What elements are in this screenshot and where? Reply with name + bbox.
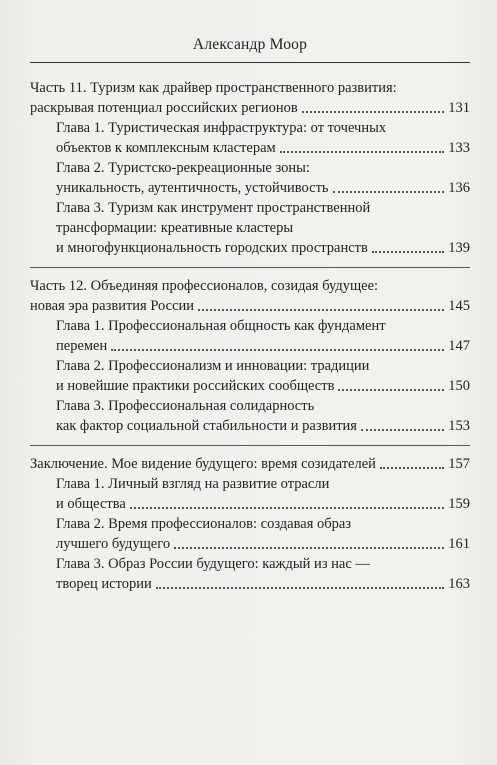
page-number: 163	[448, 576, 470, 592]
dot-leader	[338, 389, 444, 391]
chapter-line	[30, 554, 470, 574]
chapter-line-text: творец истории	[56, 576, 152, 592]
section-divider	[30, 445, 470, 446]
chapter-line	[30, 138, 470, 158]
chapter-line-text: Глава 3. Образ России будущего: каждый из нас —	[56, 556, 370, 572]
part-title-line-text: Часть 11. Туризм как драйвер пространственного развития:	[30, 80, 397, 96]
chapter-line-text: Глава 3. Профессиональная солидарность	[56, 398, 315, 414]
dot-leader	[372, 251, 444, 253]
part-title-line	[30, 276, 470, 296]
dot-leader	[380, 467, 444, 469]
chapter-line	[30, 218, 470, 238]
dot-leader	[198, 309, 444, 311]
page-number: 133	[448, 140, 470, 156]
dot-leader	[280, 151, 444, 153]
chapter-line-text: и новейшие практики российских сообществ	[56, 378, 335, 394]
chapter-line	[30, 238, 470, 258]
chapter-line	[30, 336, 470, 356]
page-number: 157	[448, 456, 470, 472]
chapter-line	[30, 158, 470, 178]
chapter-line-text: Глава 1. Туристическая инфраструктура: от точечных	[56, 120, 387, 136]
dot-leader	[361, 429, 444, 431]
page-header-author: Александр Моор	[192, 36, 308, 53]
toc-section	[30, 445, 470, 594]
part-title-line-text: новая эра развития России	[30, 298, 195, 314]
chapter-line-text: Глава 1. Личный взгляд на развитие отрасли	[56, 476, 330, 492]
chapter-line	[30, 416, 470, 436]
chapter-line-text: уникальность, аутентичность, устойчивость	[56, 180, 329, 196]
part-title-line	[30, 454, 470, 474]
page-number: 161	[448, 536, 470, 552]
chapter-line-text: Глава 3. Туризм как инструмент пространственной	[56, 200, 371, 216]
section-divider	[30, 267, 470, 268]
part-title-line	[30, 78, 470, 98]
page-number: 131	[448, 100, 470, 116]
chapter-line-text: трансформации: креативные кластеры	[56, 220, 294, 236]
dot-leader	[156, 587, 444, 589]
chapter-line	[30, 396, 470, 416]
part-title-line	[30, 296, 470, 316]
page-number: 136	[448, 180, 470, 196]
chapter-line	[30, 316, 470, 336]
chapter-line	[30, 494, 470, 514]
chapter-line	[30, 178, 470, 198]
dot-leader	[302, 111, 444, 113]
chapter-line	[30, 376, 470, 396]
page-number: 153	[448, 418, 470, 434]
chapter-line-text: и многофункциональность городских пространств	[56, 240, 368, 256]
chapter-line-text: Глава 2. Время профессионалов: создавая образ	[56, 516, 352, 532]
header-rule	[30, 62, 470, 63]
toc-section	[30, 78, 470, 258]
page-number: 147	[448, 338, 470, 354]
page-number: 159	[448, 496, 470, 512]
chapter-line-text: объектов к комплексным кластерам	[56, 140, 276, 156]
chapter-line-text: лучшего будущего	[56, 536, 171, 552]
dot-leader	[333, 191, 444, 193]
part-title-line	[30, 98, 470, 118]
chapter-line	[30, 198, 470, 218]
chapter-line	[30, 474, 470, 494]
dot-leader	[174, 547, 444, 549]
chapter-line	[30, 574, 470, 594]
chapter-line-text: как фактор социальной стабильности и развития	[56, 418, 357, 434]
chapter-line-text: Глава 2. Профессионализм и инновации: традиции	[56, 358, 370, 374]
part-title-line-text: Часть 12. Объединяя профессионалов, созидая будущее:	[30, 278, 379, 294]
page-number: 139	[448, 240, 470, 256]
part-title-line-text: Заключение. Мое видение будущего: время созидателей	[30, 456, 376, 472]
chapter-line-text: перемен	[56, 338, 108, 354]
chapter-line	[30, 356, 470, 376]
dot-leader	[111, 349, 444, 351]
chapter-line	[30, 514, 470, 534]
toc-section	[30, 267, 470, 436]
chapter-line	[30, 118, 470, 138]
table-of-contents	[30, 78, 470, 594]
dot-leader	[130, 507, 444, 509]
chapter-line-text: Глава 2. Туристско-рекреационные зоны:	[56, 160, 310, 176]
page-number: 145	[448, 298, 470, 314]
part-title-line-text: раскрывая потенциал российских регионов	[30, 100, 298, 116]
chapter-line-text: и общества	[56, 496, 126, 512]
chapter-line	[30, 534, 470, 554]
chapter-line-text: Глава 1. Профессиональная общность как фундамент	[56, 318, 386, 334]
page-number: 150	[448, 378, 470, 394]
